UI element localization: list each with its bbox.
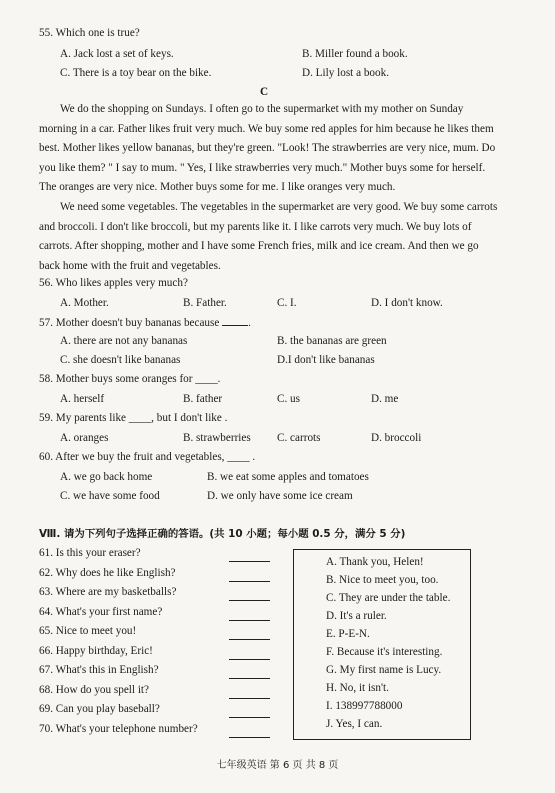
option-57b: B. the bananas are green — [277, 335, 387, 347]
option-59b: B. strawberries — [183, 432, 251, 444]
answer-blank — [229, 600, 270, 601]
option-56b: B. Father. — [183, 297, 227, 309]
passage-line: morning in a car. Father likes fruit very much. We buy some red apples for him because he likes them — [39, 122, 494, 135]
matching-question: 67. What's this in English? — [39, 664, 159, 676]
question-60: 60. After we buy the fruit and vegetables, ____ . — [39, 451, 256, 463]
answer-blank — [229, 698, 270, 699]
answer-blank — [229, 717, 270, 718]
question-57: 57. Mother doesn't buy bananas because . — [39, 317, 251, 329]
answer-blank — [229, 678, 270, 679]
option-58b: B. father — [183, 393, 223, 405]
matching-answer: H. No, it isn't. — [326, 682, 389, 694]
option-60a: A. we go back home — [60, 471, 153, 483]
passage-line: you like them? " I say to mum. " Yes, I like strawberries very much." Mother buys some for herself. — [39, 161, 486, 174]
passage-line: and broccoli. I don't like broccoli, but my parents like it. I like carrots very much. We buy lots of — [39, 220, 472, 233]
option-56a: A. Mother. — [60, 297, 109, 309]
matching-answer: B. Nice to meet you, too. — [326, 574, 439, 586]
matching-question: 69. Can you play baseball? — [39, 703, 160, 715]
matching-question: 70. What's your telephone number? — [39, 723, 198, 735]
matching-answer: G. My first name is Lucy. — [326, 664, 442, 676]
question-56: 56. Who likes apples very much? — [39, 277, 188, 289]
option-58a: A. herself — [60, 393, 105, 405]
passage-line: The oranges are very nice. Mother buys some for me. I like oranges very much. — [39, 181, 396, 194]
answer-blank — [229, 620, 270, 621]
option-59a: A. oranges — [60, 432, 109, 444]
option-55b: B. Miller found a book. — [302, 48, 408, 60]
passage-line: We need some vegetables. The vegetables in the supermarket are very good. We buy some carrots — [60, 200, 498, 213]
matching-question: 64. What's your first name? — [39, 606, 163, 618]
section-8-heading: Ⅷ. 请为下列句子选择正确的答语。(共 10 小题；每小题 0.5 分，满分 5 分) — [39, 528, 406, 540]
matching-question: 66. Happy birthday, Eric! — [39, 645, 153, 657]
answer-blank — [229, 659, 270, 660]
option-58d: D. me — [371, 393, 399, 405]
passage-line: back home with the fruit and vegetables. — [39, 259, 221, 272]
answer-blank — [229, 737, 270, 738]
matching-answer: A. Thank you, Helen! — [326, 556, 424, 568]
matching-answer: I. 138997788000 — [326, 700, 403, 712]
option-56c: C. I. — [277, 297, 297, 309]
option-57d: D.I don't like bananas — [277, 354, 375, 366]
option-57a: A. there are not any bananas — [60, 335, 188, 347]
question-57-text: 57. Mother doesn't buy bananas because — [39, 317, 220, 329]
matching-answer: C. They are under the table. — [326, 592, 451, 604]
option-59d: D. broccoli — [371, 432, 422, 444]
matching-question: 63. Where are my basketballs? — [39, 586, 177, 598]
matching-question: 68. How do you spell it? — [39, 684, 150, 696]
option-56d: D. I don't know. — [371, 297, 443, 309]
option-55c: C. There is a toy bear on the bike. — [60, 67, 212, 79]
matching-answer: D. It's a ruler. — [326, 610, 387, 622]
answer-blank — [229, 639, 270, 640]
question-58: 58. Mother buys some oranges for ____. — [39, 373, 221, 385]
passage-line: We do the shopping on Sundays. I often go to the supermarket with my mother on Sunday — [60, 103, 464, 115]
option-60c: C. we have some food — [60, 490, 160, 502]
matching-question: 62. Why does he like English? — [39, 567, 176, 579]
matching-answer: E. P-E-N. — [326, 628, 370, 640]
option-60d: D. we only have some ice cream — [207, 490, 353, 502]
answer-blank — [229, 581, 270, 582]
question-59: 59. My parents like ____, but I don't like . — [39, 412, 228, 424]
option-58c: C. us — [277, 393, 301, 405]
option-57c: C. she doesn't like bananas — [60, 354, 181, 366]
matching-question: 61. Is this your eraser? — [39, 547, 141, 559]
matching-answer: J. Yes, I can. — [326, 718, 383, 730]
option-60b: B. we eat some apples and tomatoes — [207, 471, 369, 483]
answer-blank — [222, 316, 248, 326]
matching-question: 65. Nice to meet you! — [39, 625, 137, 637]
option-55a: A. Jack lost a set of keys. — [60, 48, 174, 60]
question-55: 55. Which one is true? — [39, 27, 140, 39]
option-59c: C. carrots — [277, 432, 321, 444]
option-55d: D. Lily lost a book. — [302, 67, 390, 79]
passage-line: best. Mother likes yellow bananas, but they're green. "Look! The strawberries are very nice, mum. Do — [39, 142, 496, 155]
answer-blank — [229, 561, 270, 562]
section-c-heading: C — [260, 86, 269, 98]
passage-line: carrots. After shopping, mother and I have some French fries, milk and ice cream. And then we go — [39, 240, 479, 253]
reading-passage — [39, 100, 529, 276]
matching-answer: F. Because it's interesting. — [326, 646, 443, 658]
page-footer: 七年级英语 第 6 页 共 8 页 — [216, 760, 339, 771]
